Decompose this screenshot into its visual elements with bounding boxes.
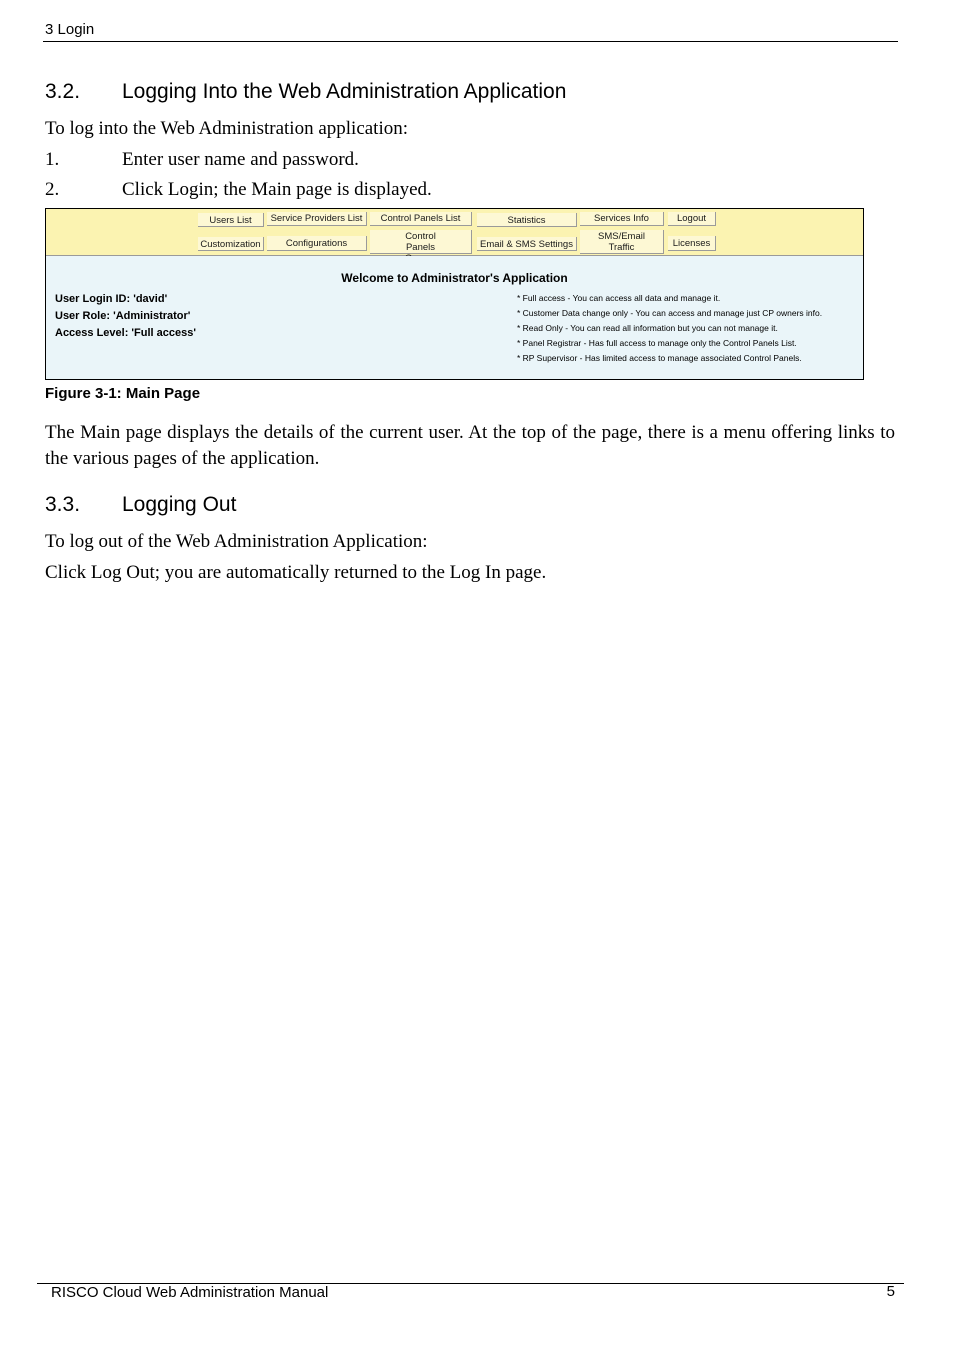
access-level-description: * Panel Registrar - Has full access to manage only the Control Panels List.	[517, 338, 797, 348]
section-number: 3.3.	[45, 493, 81, 516]
section-heading-3-2	[45, 80, 566, 104]
figure-caption: Figure 3-1: Main Page	[45, 385, 201, 402]
section-title: Logging Out	[122, 493, 237, 516]
logout-instruction: Click Log Out; you are automatically returned to the Log In page.	[45, 562, 547, 583]
step-text: Click Login; the Main page is displayed.	[122, 179, 432, 200]
menu-statistics[interactable]: Statistics	[477, 213, 577, 227]
section-heading-3-3	[45, 493, 236, 517]
main-page-screenshot	[45, 208, 864, 380]
welcome-title: Welcome to Administrator's Application	[341, 271, 568, 285]
access-level-description: * Full access - You can access all data and manage it.	[517, 293, 721, 303]
menu-email-sms-settings[interactable]: Email & SMS Settings	[477, 237, 577, 251]
welcome-panel	[46, 256, 863, 379]
section-title: Logging Into the Web Administration Application	[122, 80, 567, 103]
page-number: 5	[886, 1283, 895, 1300]
step-item	[45, 179, 432, 201]
running-header: 3 Login	[45, 21, 95, 38]
footer-title: RISCO Cloud Web Administration Manual	[51, 1284, 329, 1301]
access-level-description: * RP Supervisor - Has limited access to manage associated Control Panels.	[517, 353, 802, 363]
menu-users-list[interactable]: Users List	[198, 213, 264, 227]
section-number: 3.2.	[45, 80, 81, 103]
step-number: 2.	[45, 179, 60, 200]
access-level-description: * Read Only - You can read all information but you can not manage it.	[517, 323, 778, 333]
menu-bar	[46, 209, 863, 256]
step-number: 1.	[45, 149, 60, 170]
menu-licenses[interactable]: Licenses	[668, 236, 716, 251]
access-level: Access Level: 'Full access'	[55, 327, 196, 339]
menu-sms-email-traffic[interactable]: SMS/Email Traffic	[580, 230, 664, 254]
user-role: User Role: 'Administrator'	[55, 310, 191, 322]
access-level-description: * Customer Data change only - You can access and manage just CP owners info.	[517, 308, 823, 318]
menu-customization[interactable]: Customization	[198, 237, 264, 251]
main-page-description: The Main page displays the details of the current user. At the top of the page, there is a menu offering links to the various pages of the application.	[45, 422, 895, 469]
menu-service-providers-list[interactable]: Service Providers List	[267, 212, 367, 226]
user-login-id: User Login ID: 'david'	[55, 293, 168, 305]
menu-logout[interactable]: Logout	[668, 212, 716, 226]
header-divider	[43, 41, 898, 42]
menu-control-panels-list[interactable]: Control Panels List	[370, 212, 472, 226]
menu-services-info[interactable]: Services Info	[580, 212, 664, 226]
step-text: Enter user name and password.	[122, 149, 359, 170]
logout-intro: To log out of the Web Administration Application:	[45, 531, 428, 552]
step-item	[45, 149, 359, 171]
menu-configurations[interactable]: Configurations	[267, 236, 367, 251]
menu-control-panels-groups[interactable]: Control Panels	[370, 230, 472, 254]
login-intro: To log into the Web Administration application:	[45, 118, 409, 139]
